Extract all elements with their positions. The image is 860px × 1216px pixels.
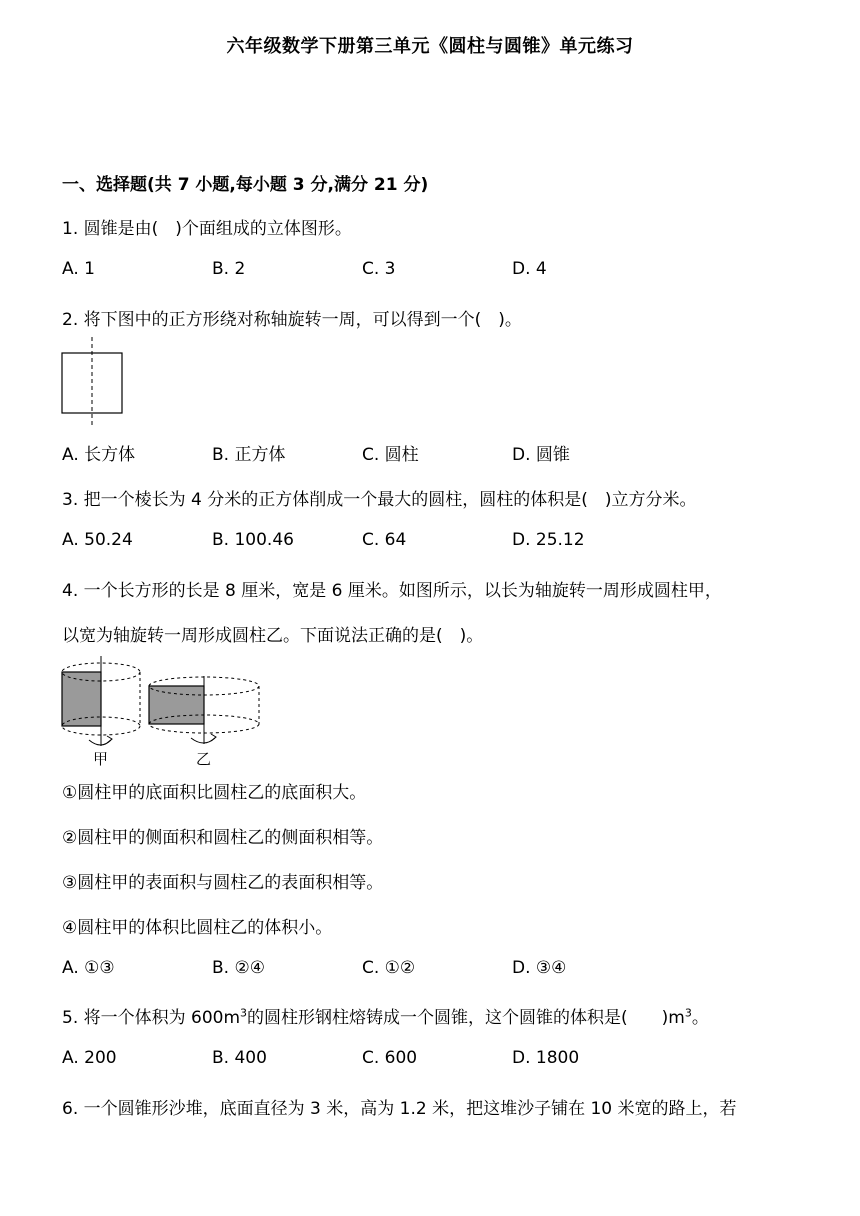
- question-3-options: [62, 530, 762, 554]
- option-b: B. 2: [212, 259, 246, 279]
- question-1-options: [62, 259, 762, 283]
- question-4-options: [62, 958, 762, 982]
- cylinder-a-diagram: [62, 656, 140, 768]
- question-2-stem: 2. 将下图中的正方形绕对称轴旋转一周，可以得到一个( )。: [62, 310, 522, 330]
- option-c: C. 圆柱: [362, 445, 419, 465]
- question-2-options: [62, 440, 762, 464]
- question-4-stem-line1: 4. 一个长方形的长是 8 厘米，宽是 6 厘米。如图所示，以长为轴旋转一周形成圆柱甲，: [62, 581, 722, 601]
- cylinder-b-diagram: [149, 676, 259, 768]
- option-b: B. 400: [212, 1048, 267, 1068]
- question-5-stem: 5. 将一个体积为 $600m^3$的圆柱形钢柱熔铸成一个圆锥，这个圆锥的体积是( )$m^3$。: [62, 1006, 709, 1028]
- square-rotation-figure: [55, 335, 135, 430]
- option-a: A. 50.24: [62, 530, 133, 550]
- statement-3: ③圆柱甲的表面积与圆柱乙的表面积相等。: [62, 873, 384, 893]
- option-c: C. 600: [362, 1048, 418, 1068]
- statement-4: ④圆柱甲的体积比圆柱乙的体积小。: [62, 918, 333, 938]
- option-d: D. 1800: [512, 1048, 580, 1068]
- option-c: C. ①②: [362, 958, 416, 978]
- label-yi: 乙: [196, 750, 212, 768]
- option-a: A. 200: [62, 1048, 117, 1068]
- option-c: C. 3: [362, 259, 396, 279]
- statement-2: ②圆柱甲的侧面积和圆柱乙的侧面积相等。: [62, 828, 384, 848]
- option-d: D. 圆锥: [512, 445, 570, 465]
- option-b: B. ②④: [212, 958, 265, 978]
- option-c: C. 64: [362, 530, 407, 550]
- question-3-stem: 3. 把一个棱长为 4 分米的正方体削成一个最大的圆柱，圆柱的体积是( )立方分米。: [62, 490, 697, 510]
- section-heading: 一、选择题(共 7 小题,每小题 3 分,满分 21 分): [62, 175, 429, 195]
- question-1-stem: 1. 圆锥是由( )个面组成的立体图形。: [62, 219, 352, 239]
- option-a: A. ①③: [62, 958, 115, 978]
- label-jia: 甲: [93, 750, 109, 768]
- option-d: D. 4: [512, 259, 547, 279]
- question-5-options: [62, 1048, 762, 1072]
- rectangle-b: [149, 686, 204, 724]
- option-d: D. 25.12: [512, 530, 585, 550]
- question-6-stem: 6. 一个圆锥形沙堆，底面直径为 3 米，高为 1.2 米，把这堆沙子铺在 10 米宽的路上，若: [62, 1099, 737, 1119]
- option-a: A. 1: [62, 259, 95, 279]
- document-title: 六年级数学下册第三单元《圆柱与圆锥》单元练习: [226, 36, 634, 57]
- option-b: B. 正方体: [212, 445, 286, 465]
- statement-1: ①圆柱甲的底面积比圆柱乙的底面积大。: [62, 783, 367, 803]
- option-b: B. 100.46: [212, 530, 294, 550]
- option-d: D. ③④: [512, 958, 567, 978]
- option-a: A. 长方体: [62, 445, 136, 465]
- cylinder-rotation-figure: [55, 650, 270, 770]
- question-4-stem-line2: 以宽为轴旋转一周形成圆柱乙。下面说法正确的是( )。: [62, 626, 484, 646]
